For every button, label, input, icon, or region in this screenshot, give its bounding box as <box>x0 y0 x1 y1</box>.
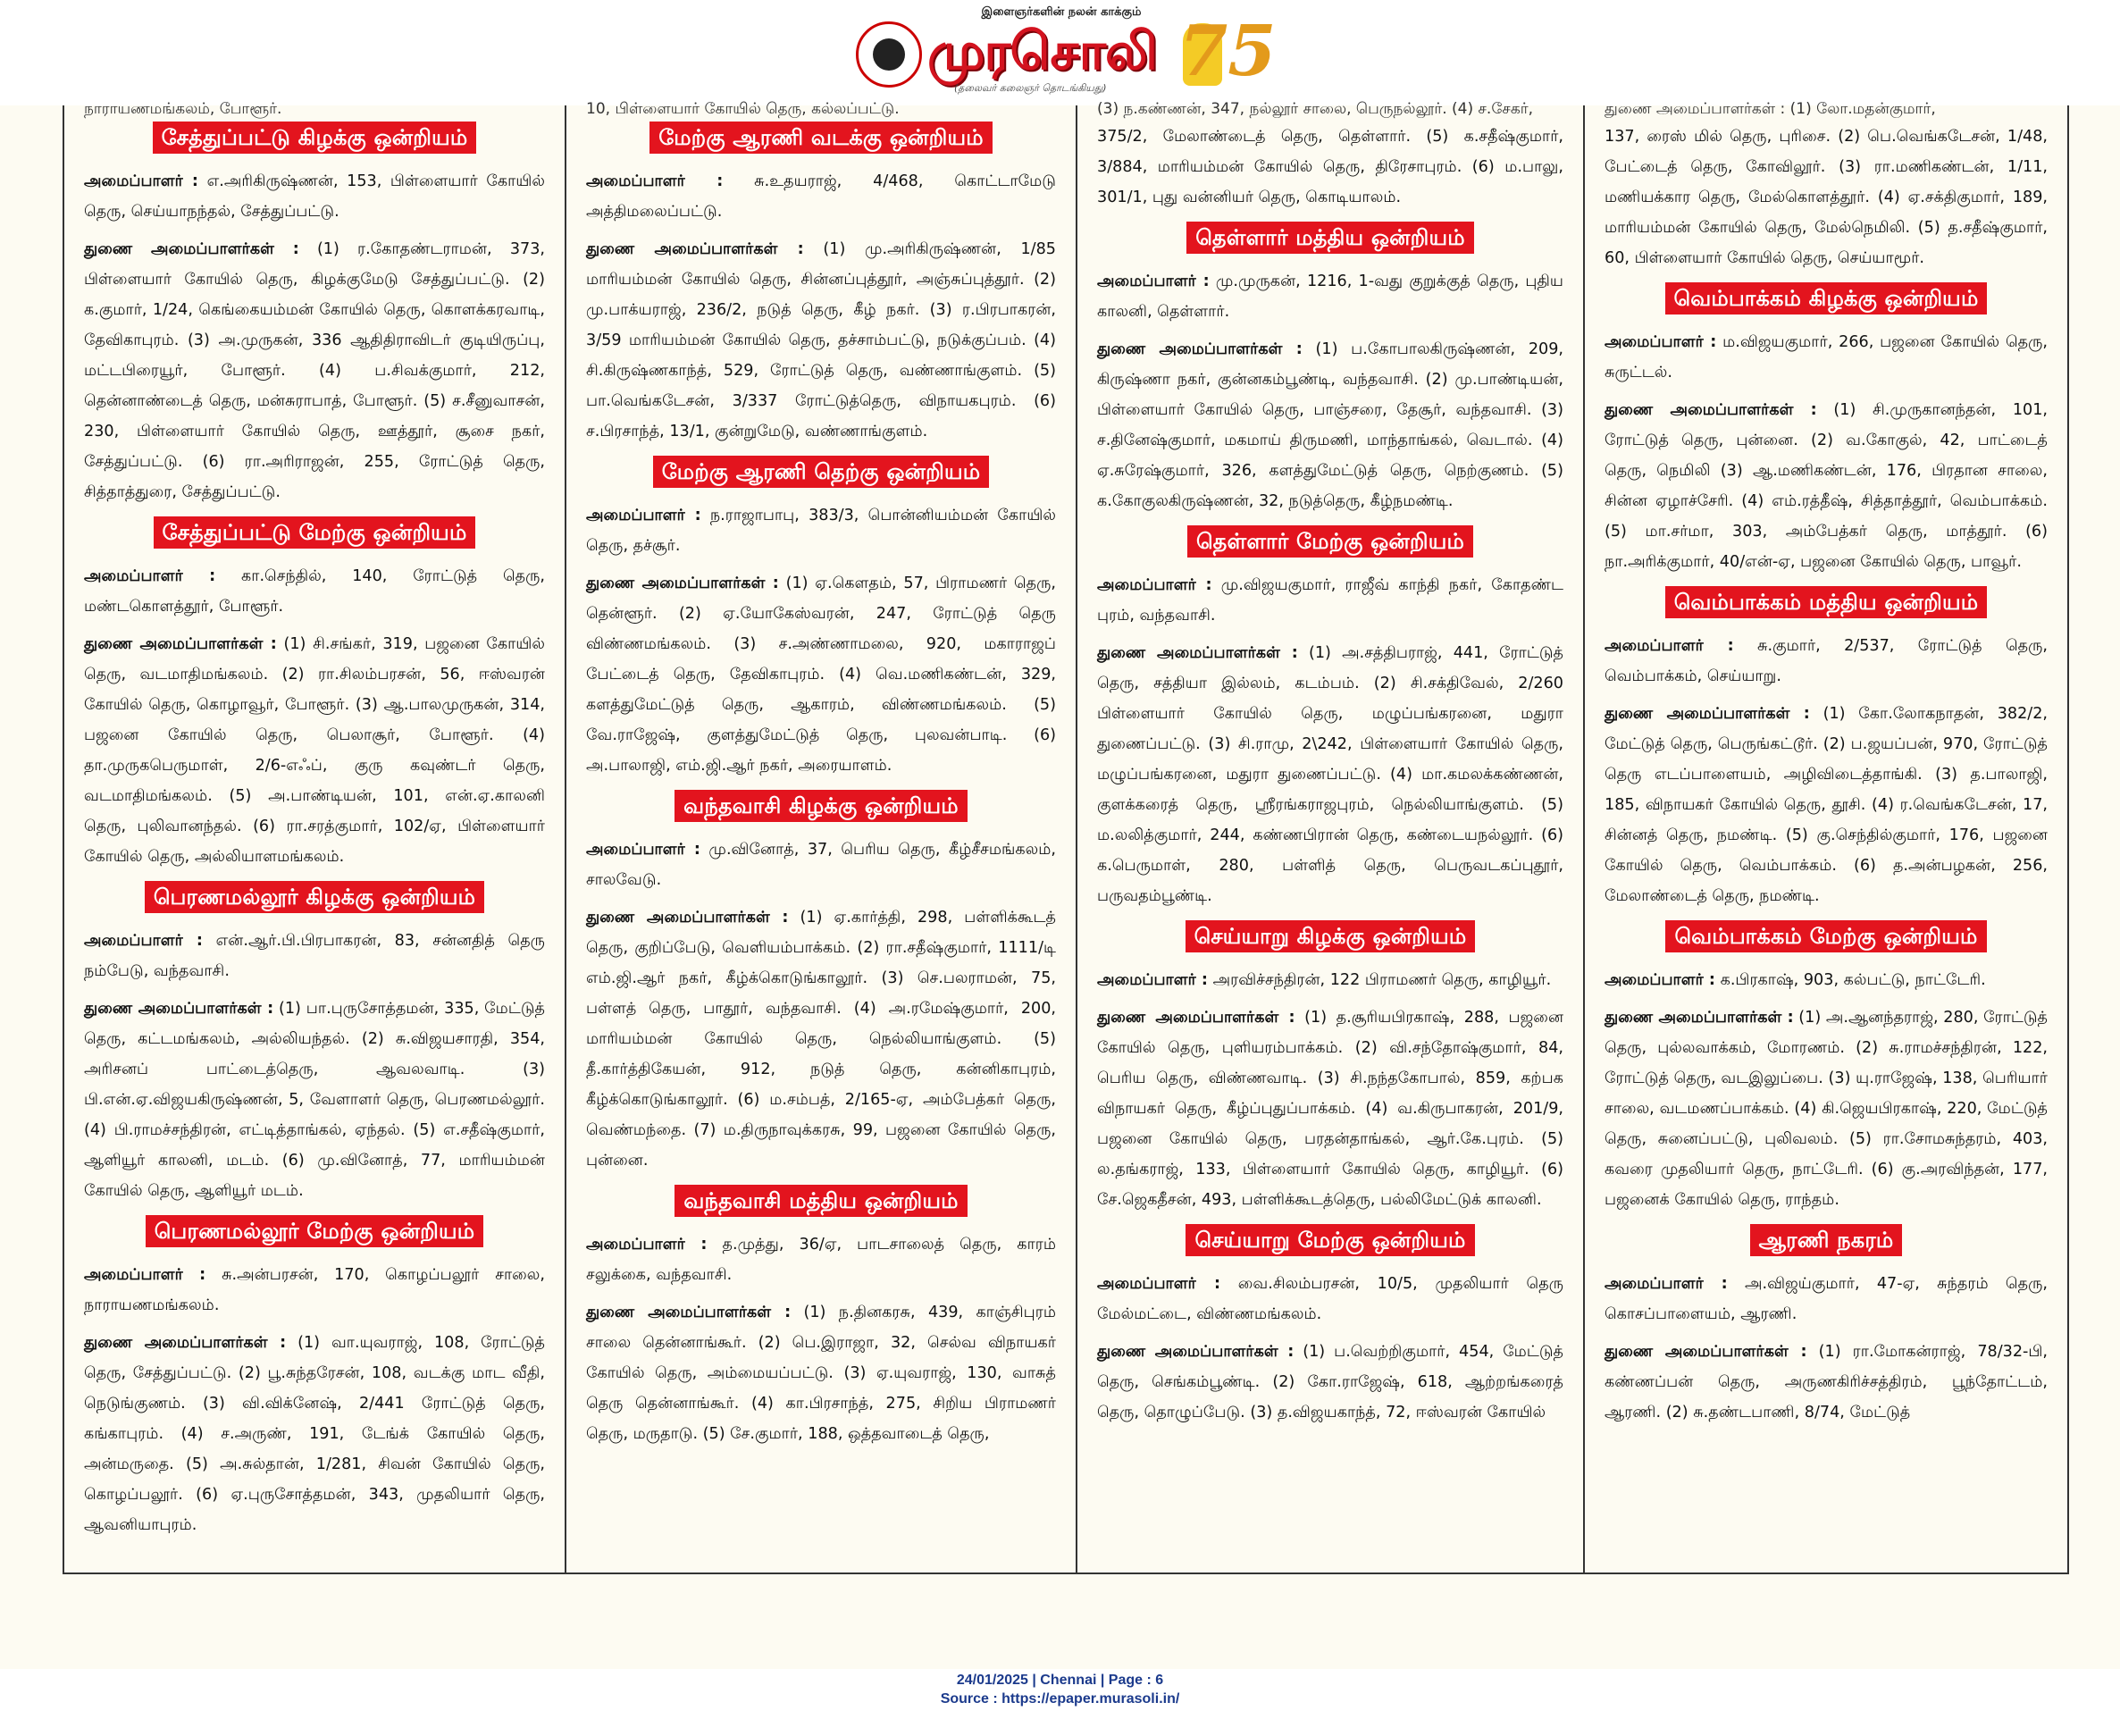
organizer-label: அமைப்பாளர் : <box>1605 637 1734 655</box>
deputies-entry <box>1097 1337 1563 1428</box>
column-top-clipped-text: துணை அமைப்பாளர்கள் : (1) லோ.மதன்குமார், <box>1605 100 1936 118</box>
organizer-text: மு.விஜயகுமார், ராஜீவ் காந்தி நகர், கோதண்ட புரம், வந்தவாசி. <box>1097 576 1564 625</box>
organizer-entry <box>84 561 545 622</box>
deputies-entry <box>1097 334 1563 516</box>
deputies-label: துணை அமைப்பாளர்கள் : <box>1097 1009 1295 1027</box>
organizer-label: அமைப்பாளர் : <box>1097 971 1208 989</box>
deputies-text: (1) மு.அரிகிருஷ்ணன், 1/85 மாரியம்மன் கோயில் தெரு, சின்னப்புத்தூர், அஞ்சுப்புத்தூர். (2) மு.பாக்யராஜ், 236/2, நடுத் தெரு, கீழ் நகர். (3) ர.பிரபாகரன், 3/59 மாரியம்மன் கோயில் தெரு, தச்சாம்பட்டு, நடுக்குப்பம். (4) சி.கிருஷ்ணகாந்த், 529, ரோட்டுத் தெரு, வண்ணாங்குளம். (5) பா.வெங்கடேசன், 3/337 ரோட்டுத்தெரு, விநாயகபுரம். (6) ச.பிரசாந்த், 13/1, குன்றுமேடு, வண்ணாங்குளம். <box>586 240 1056 440</box>
section-heading: பெரணமல்லூர் கிழக்கு ஒன்றியம் <box>145 881 484 913</box>
column-1 <box>64 100 565 1574</box>
organizer-entry <box>1097 1269 1563 1329</box>
deputies-label: துணை அமைப்பாளர்கள் : <box>84 1334 287 1352</box>
organizer-label: அமைப்பாளர் : <box>84 1266 206 1284</box>
column-top-clipped-text: (3) ந.கண்ணன், 347, நல்லூர் சாலை, பெருநல்லூர். (4) ச.சேகர், <box>1097 100 1533 118</box>
deputies-label: துணை அமைப்பாளர்கள் : <box>1097 1343 1295 1361</box>
deputies-label: துணை அமைப்பாளர்கள் : <box>586 240 804 258</box>
organizer-text: சு.உதயராஜ், 4/468, கொட்டாமேடு அத்திமலைப்பட்டு. <box>586 172 1057 221</box>
organizer-text: மு.முருகன், 1216, 1-வது குறுக்குத் தெரு, புதிய காலனி, தெள்ளார். <box>1097 273 1563 321</box>
organizer-entry <box>1605 1269 2048 1329</box>
deputies-text: (1) சி.முருகானந்தன், 101, ரோட்டுத் தெரு, புன்னை. (2) வ.கோகுல், 42, பாட்டைத் தெரு, நெமிலி (3) ஆ.மணிகண்டன், 176, பிரதான சாலை, சின்ன ஏழாச்சேரி. (4) எம்.ரத்தீஷ், சித்தாத்தூர், வெம்பாக்கம். (5) மா.சர்மா, 303, அம்பேத்கர் தெரு, மாத்தூர். (6) நா.அரிக்குமார், 40/என்-ஏ, பஜனை கோயில் தெரு, பாவூர். <box>1605 401 2049 571</box>
deputies-label: துணை அமைப்பாளர்கள் : <box>1605 401 1817 419</box>
organizer-entry <box>1097 965 1563 995</box>
deputies-text: (1) ந.தினகரசு, 439, காஞ்சிபுரம் சாலை தென்னாங்கூர். (2) பெ.இராஜா, 32, செல்வ விநாயகர் கோயில் தெரு, அம்மையப்பட்டு. (3) ஏ.யுவராஜ், 130, வாசுத் தெரு தென்னாங்கூர். (4) கா.பிரசாந்த், 275, சிறிய பிராமணர் தெரு, மருதாடு. (5) சே.குமார், 188, ஒத்தவாடைத் தெரு, <box>586 1304 1056 1443</box>
organizer-entry <box>1097 266 1563 327</box>
section-heading: மேற்கு ஆரணி வடக்கு ஒன்றியம் <box>649 122 993 154</box>
section-heading: தெள்ளார் மத்திய ஒன்றியம் <box>1186 222 1474 254</box>
organizer-label: அமைப்பாளர் : <box>1097 273 1210 290</box>
organizer-label: அமைப்பாளர் : <box>1097 1275 1221 1293</box>
deputies-label: துணை அமைப்பாளர்கள் : <box>1605 1343 1807 1361</box>
section-heading: வந்தவாசி கிழக்கு ஒன்றியம் <box>675 790 968 822</box>
deputies-label: துணை அமைப்பாளர்கள் : <box>84 1000 274 1018</box>
masthead-subtitle: (தலைவர் கலைஞர் தொடங்கியது) <box>954 82 1107 94</box>
deputies-label: துணை அமைப்பாளர்கள் : <box>1605 705 1810 723</box>
footer-source-line: Source : https://epaper.murasoli.in/ <box>940 1691 1180 1707</box>
organizer-entry <box>586 834 1056 895</box>
deputies-text: (1) பா.புருசோத்தமன், 335, மேட்டுத் தெரு, கட்டமங்கலம், அல்லியந்தல். (2) சு.விஜயசாரதி, 354, அரிசனப் பாட்டைத்தெரு, ஆவலவாடி. (3) பி.என்.ஏ.விஜயகிருஷ்ணன், 5, வேளாளர் தெரு, பெரணமல்லூர். (4) பி.ராமச்சந்திரன், எட்டித்தாங்கல், ஏந்தல். (5) எ.சதீஷ்குமார், ஆளியூர் காலனி, மடம். (6) மு.வினோத், 77, மாரியம்மன் கோயில் தெரு, ஆளியூர் மடம். <box>84 1000 546 1200</box>
section-heading: ஆரணி நகரம் <box>1750 1224 1903 1256</box>
deputies-entry <box>1097 638 1563 911</box>
organizer-text: சு.அன்பரசன், 170, கொழப்பலூர் சாலை, நாராயணமங்கலம். <box>84 1266 545 1314</box>
deputies-text: (1) ப.வெற்றிகுமார், 454, மேட்டுத் தெரு, செங்கம்பூண்டி. (2) கோ.ராஜேஷ், 618, ஆற்றங்கரைத் தெரு, தொழுப்பேடு. (3) த.விஜயகாந்த், 72, ஈஸ்வரன் கோயில் <box>1097 1343 1564 1422</box>
deputies-entry <box>586 568 1056 781</box>
footer-date-line: 24/01/2025 | Chennai | Page : 6 <box>956 1673 1164 1688</box>
organizer-text: அ.விஜய்குமார், 47-ஏ, சுந்தரம் தெரு, கொசப்பாளையம், ஆரணி. <box>1605 1275 2048 1323</box>
organizer-entry <box>84 1260 545 1321</box>
section-heading: வெம்பாக்கம் கிழக்கு ஒன்றியம் <box>1665 282 1988 314</box>
masthead-tagline: இளைஞர்களின் நலன் காக்கும் <box>981 5 1142 19</box>
deputies-entry <box>84 629 545 872</box>
organizer-label: அமைப்பாளர் : <box>84 932 203 950</box>
section-heading: பெரணமல்லூர் மேற்கு ஒன்றியம் <box>146 1215 484 1247</box>
deputies-label: துணை அமைப்பாளர்கள் : <box>586 574 779 592</box>
continued-text: 375/2, மேலாண்டைத் தெரு, தெள்ளார். (5) க.சதீஷ்குமார், 3/884, மாரியம்மன் கோயில் தெரு, திரேசாபுரம். (6) ம.பாலு, 301/1, புது வன்னியர் தெரு, கொடியாலம். <box>1097 128 1563 206</box>
deputies-text: (1) சி.சங்கர், 319, பஜனை கோயில் தெரு, வடமாதிமங்கலம். (2) ரா.சிலம்பரசன், 56, ஈஸ்வரன் கோயில் தெரு, கொழாவூர், போளூர். (3) ஆ.பாலமுருகன், 314, பஜனை கோயில் தெரு, பெலாசூர், போளூர். (4) தா.முருகபெருமாள், 2/6-எஃப், குரு கவுண்டர் தெரு, வடமாதிமங்கலம். (5) அ.பாண்டியன், 101, என்.ஏ.காலனி தெரு, புலிவானந்தல். (6) ரா.சரத்குமார், 102/ஏ, பிள்ளையார் கோயில் தெரு, அல்லியாளமங்கலம். <box>84 635 546 866</box>
masthead <box>0 0 2120 105</box>
organizer-label: அமைப்பாளர் : <box>586 841 700 859</box>
organizer-entry <box>1605 327 2048 388</box>
organizer-text: த.முத்து, 36/ஏ, பாடசாலைத் தெரு, காரம் சலுக்கை, வந்தவாசி. <box>586 1236 1057 1284</box>
content-frame <box>63 100 2069 1574</box>
organizer-entry <box>1605 965 2048 995</box>
deputies-entry <box>84 234 545 507</box>
organizer-label: அமைப்பாளர் : <box>586 172 724 190</box>
deputies-text: (1) அ.சத்திபராஜ், 441, ரோட்டுத் தெரு, சத்தியா இல்லம், கடம்பம். (2) சி.சக்திவேல், 2/260 பிள்ளையார் கோயில் தெரு, மழுப்பங்கரனை, மதுரா துணைப்பட்டு. (3) சி.ராமு, 2\242, பிள்ளையார் கோயில் தெரு, மழுப்பங்கரனை, மதுரா துணைப்பட்டு. (4) மா.கமலக்கண்ணன், குளக்கரைத் தெரு, ஸ்ரீரங்கராஜபுரம், நெல்லியாங்குளம். (5) ம.லலித்குமார், 244, கண்ணபிரான் தெரு, கண்டையநல்லூர். (6) க.பெருமாள், 280, பள்ளித் தெரு, பெருவடகப்புதூர், பருவதம்பூண்டி. <box>1097 644 1564 905</box>
organizer-text: ந.ராஜாபாபு, 383/3, பொன்னியம்மன் கோயில் தெரு, தச்சூர். <box>586 507 1057 555</box>
deputies-text: (1) த.சூரியபிரகாஷ், 288, பஜனை கோயில் தெரு, புளியரம்பாக்கம். (2) வி.சந்தோஷ்குமார், 84, பெரிய தெரு, விண்ணவாடி. (3) சி.நந்தகோபால், 859, கற்பக விநாயகர் தெரு, கீழ்ப்புதுப்பாக்கம். (4) வ.கிருபாகரன், 201/9, பஜனை கோயில் தெரு, பரதன்தாங்கல், ஆர்.கே.புரம். (5) ல.தங்கராஜ், 133, பிள்ளையார் கோயில் தெரு, காழியூர். (6) சே.ஜெகதீசன், 493, பள்ளிக்கூடத்தெரு, பல்லிமேட்டுக் காலனி. <box>1097 1009 1564 1209</box>
section-heading: சேத்துப்பட்டு மேற்கு ஒன்றியம் <box>154 516 476 549</box>
organizer-text: ம.விஜயகுமார், 266, பஜனை கோயில் தெரு, சுருட்டல். <box>1605 333 2049 382</box>
deputies-text: (1) வா.யுவராஜ், 108, ரோட்டுத் தெரு, சேத்துப்பட்டு. (2) பூ.சுந்தரேசன், 108, வடக்கு மாட வீதி, நெடுங்குணம். (3) வி.விக்னேஷ், 2/441 ரோட்டுத் தெரு, கங்காபுரம். (4) ச.அருண், 191, டேங்க் கோயில் தெரு, அன்மருதை. (5) அ.சுல்தான், 1/281, சிவன் கோயில் தெரு, கொழப்பலூர். (6) ஏ.புருசோத்தமன், 343, முதலியார் தெரு, ஆவனியாபுரம். <box>84 1334 546 1534</box>
deputies-text: (1) கோ.லோகநாதன், 382/2, மேட்டுத் தெரு, பெருங்கட்டூர். (2) ப.ஜயப்பன், 970, ரோட்டுத் தெரு எடப்பாளையம், அழிவிடைத்தாங்கி. (3) த.பாலாஜி, 185, விநாயகர் கோயில் தெரு, தூசி. (4) ர.வெங்கடேசன், 17, சின்னத் தெரு, நமண்டி. (5) கு.செந்தில்குமார், 176, பஜனை கோயில் தெரு, வெம்பாக்கம். (6) த.அன்பழகன், 256, மேலாண்டைத் தெரு, நமண்டி. <box>1605 705 2049 905</box>
column-top-clipped-text: 10, பிள்ளையார் கோயில் தெரு, கல்லப்பட்டு. <box>586 100 900 118</box>
organizer-entry <box>1097 570 1563 631</box>
section-heading: வந்தவாசி மத்திய ஒன்றியம் <box>675 1185 967 1217</box>
deputies-text: (1) ஏ.கௌதம், 57, பிராமணர் தெரு, தென்ளூர். (2) ஏ.யோகேஸ்வரன், 247, ரோட்டுத் தெரு விண்ணமங்கலம். (3) ச.அண்ணாமலை, 920, மகாராஜப் பேட்டைத் தெரு, தேவிகாபுரம். (4) வெ.மணிகண்டன், 329, களத்துமேட்டுத் தெரு, ஆகாரம், விண்ணமங்கலம். (5) வே.ராஜேஷ், குளத்துமேட்டுத் தெரு, புலவன்பாடி. (6) அ.பாலாஜி, எம்.ஜி.ஆர் நகர், அரையாளம். <box>586 574 1057 775</box>
deputies-entry <box>84 994 545 1206</box>
deputies-label: துணை அமைப்பாளர்கள் : <box>1097 644 1298 662</box>
organizer-label: அமைப்பாளர் : <box>586 1236 708 1254</box>
organizer-text: எ.அரிகிருஷ்ணன், 153, பிள்ளையார் கோயில் தெரு, செய்யாநந்தல், சேத்துப்பட்டு. <box>84 172 545 221</box>
page-footer <box>0 1669 2120 1736</box>
organizer-entry <box>84 166 545 227</box>
deputies-label: துணை அமைப்பாளர்கள் : <box>586 1304 792 1321</box>
organizer-label: அமைப்பாளர் : <box>586 507 701 524</box>
organizer-entry <box>586 500 1056 561</box>
continued-text: 137, ரைஸ் மில் தெரு, புரிசை. (2) பெ.வெங்கடேசன், 1/48, பேட்டைத் தெரு, கோவிலூர். (3) ரா.மணிகண்டன், 1/11, மணியக்கார தெரு, மேல்கொளத்தூர். (4) ஏ.சக்திகுமார், 189, மாரியம்மன் கோயில் தெரு, மேல்நெமிலி. (5) த.சதீஷ்குமார், 60, பிள்ளையார் கோயில் தெரு, செய்யாமூர். <box>1605 128 2048 267</box>
section-heading: மேற்கு ஆரணி தெற்கு ஒன்றியம் <box>653 456 990 488</box>
deputies-label: துணை அமைப்பாளர்கள் : <box>586 909 789 927</box>
deputies-text: (1) அ.ஆனந்தராஜ், 280, ரோட்டுத் தெரு, புல்லவாக்கம், மோரணம். (2) சு.ராமச்சந்திரன், 122, ரோட்டுத் தெரு, வடஇலுப்பை. (3) யு.ராஜேஷ், 138, பெரியார் சாலை, வடமணப்பாக்கம். (4) கி.ஜெயபிரகாஷ், 220, மேட்டுத் தெரு, சுனைப்பட்டு, புலிவலம். (5) ரா.சோமசுந்தரம், 403, கவரை முதலியார் தெரு, நாட்டேரி. (6) கு.அரவிந்தன், 177, பஜனைக் கோயில் தெரு, ராந்தம். <box>1605 1009 2049 1209</box>
masthead-logo <box>856 5 1277 102</box>
organizer-label: அமைப்பாளர் : <box>1605 971 1715 989</box>
section-heading: செய்யாறு மேற்கு ஒன்றியம் <box>1186 1224 1474 1256</box>
deputies-entry <box>1605 1337 2048 1428</box>
organizer-text: என்.ஆர்.பி.பிரபாகரன், 83, சன்னதித் தெரு நம்பேடு, வந்தவாசி. <box>84 932 545 980</box>
organizer-label: அமைப்பாளர் : <box>1605 333 1717 351</box>
organizer-label: அமைப்பாளர் : <box>1097 576 1212 594</box>
section-heading: செய்யாறு கிழக்கு ஒன்றியம் <box>1186 920 1476 952</box>
organizer-text: வை.சிலம்பரசன், 10/5, முதலியார் தெரு மேல்மட்டை, விண்ணமங்கலம். <box>1097 1275 1564 1323</box>
column-2 <box>565 100 1076 1574</box>
organizer-entry <box>1605 631 2048 692</box>
deputies-label: துணை அமைப்பாளர்கள் : <box>1605 1009 1794 1027</box>
deputies-entry <box>586 902 1056 1176</box>
deputies-entry <box>1605 699 2048 911</box>
deputies-entry <box>586 1297 1056 1449</box>
deputies-entry <box>1605 395 2048 577</box>
organizer-text: அரவிச்சந்திரன், 122 பிராமணர் தெரு, காழியூர். <box>1212 971 1552 989</box>
organizer-text: சு.குமார், 2/537, ரோட்டுத் தெரு, வெம்பாக்கம், செய்யாறு. <box>1605 637 2049 685</box>
column-4 <box>1583 100 2067 1574</box>
anniversary-mark: 75 <box>1179 11 1277 92</box>
organizer-label: அமைப்பாளர் : <box>84 567 216 585</box>
section-heading: சேத்துப்பட்டு கிழக்கு ஒன்றியம் <box>153 122 477 154</box>
deputies-label: துணை அமைப்பாளர்கள் : <box>1097 340 1303 358</box>
deputies-text: (1) ப.கோபாலகிருஷ்ணன், 209, கிருஷ்ணா நகர், குன்னகம்பூண்டி, வந்தவாசி. (2) மு.பாண்டியன், பிள்ளையார் கோயில் தெரு, பாஞ்சரை, தேசூர், வந்தவாசி. (3) ச.தினேஷ்குமார், மகமாய் திருமணி, மாந்தாங்கல், வெடால். (4) ஏ.சுரேஷ்குமார், 326, களத்துமேட்டுத் தெரு, நெற்குணம். (5) க.கோகுலகிருஷ்ணன், 32, நடுத்தெரு, கீழ்நமண்டி. <box>1097 340 1564 510</box>
organizer-entry <box>586 166 1056 227</box>
deputies-entry <box>586 234 1056 447</box>
section-heading: தெள்ளார் மேற்கு ஒன்றியம் <box>1187 525 1473 558</box>
deputies-entry <box>1605 1002 2048 1215</box>
deputies-text: (1) ர.கோதண்டராமன், 373, பிள்ளையார் கோயில் தெரு, கிழக்குமேடு சேத்துப்பட்டு. (2) க.குமார், 1/24, கெங்கையம்மன் கோயில் தெரு, கொளக்கரவாடி, தேவிகாபுரம். (3) அ.முருகன், 336 ஆதிதிராவிடர் குடியிருப்பு, மட்டபிரையூர், போளூர். (4) ப.சிவக்குமார், 212, தென்னாண்டைத் தெரு, மன்சுராபாத், போளூர். (5) ச.சீனுவாசன், 230, பிள்ளையார் கோயில் தெரு, ஊத்தூர், சூசை நகர், சேத்துப்பட்டு. (6) ரா.அரிராஜன், 255, ரோட்டுத் தெரு, சித்தாத்துரை, சேத்துப்பட்டு. <box>84 240 545 501</box>
deputies-text: (1) ஏ.கார்த்தி, 298, பள்ளிக்கூடத் தெரு, குறிப்பேடு, வெளியம்பாக்கம். (2) ரா.சதீஷ்குமார், 1111/டி எம்.ஜி.ஆர் நகர், கீழ்க்கொடுங்காலூர். (3) செ.பலராமன், 75, பள்ளத் தெரு, பாதூர், வந்தவாசி. (4) அ.ரமேஷ்குமார், 200, மாரியம்மன் கோயில் தெரு, நெல்லியாங்குளம். (5) தீ.கார்த்திகேயன், 912, நடுத் தெரு, கன்னிகாபுரம், கீழ்க்கொடுங்காலூர். (6) ம.சம்பத், 2/165-ஏ, அம்பேத்கர் தெரு, வெண்மந்தை. (7) ம.திருநாவுக்கரசு, 99, பஜனை கோயில் தெரு, புன்னை. <box>586 909 1057 1170</box>
organizer-entry <box>586 1229 1056 1290</box>
newspaper-page <box>0 100 2120 1669</box>
deputies-entry <box>1097 1002 1563 1215</box>
masthead-title: முரசொலி <box>927 21 1157 81</box>
column-top-clipped-text: நாராயணமங்கலம், போளூர். <box>84 100 282 118</box>
deputies-label: துணை அமைப்பாளர்கள் : <box>84 240 299 258</box>
organizer-label: அமைப்பாளர் : <box>1605 1275 1728 1293</box>
organizer-entry <box>84 926 545 986</box>
party-seal-icon <box>856 21 922 88</box>
column-3 <box>1076 100 1583 1574</box>
organizer-text: க.பிரகாஷ், 903, கல்பட்டு, நாட்டேரி. <box>1720 971 1986 989</box>
organizer-label: அமைப்பாளர் : <box>84 172 198 190</box>
organizer-text: கா.செந்தில், 140, ரோட்டுத் தெரு, மண்டகொளத்தூர், போளூர். <box>84 567 545 616</box>
deputies-label: துணை அமைப்பாளர்கள் : <box>84 635 277 653</box>
organizer-text: மு.வினோத், 37, பெரிய தெரு, கீழ்சீசமங்கலம், சாலவேடு. <box>586 841 1057 889</box>
deputies-text: (1) ரா.மோகன்ராஜ், 78/32-பி, கண்ணப்பன் தெரு, அருணகிரிச்சத்திரம், பூந்தோட்டம், ஆரணி. (2) சு.தண்டபாணி, 8/74, மேட்டுத் <box>1605 1343 2049 1422</box>
section-heading: வெம்பாக்கம் மேற்கு ஒன்றியம் <box>1665 920 1986 952</box>
section-heading: வெம்பாக்கம் மத்திய ஒன்றியம் <box>1665 586 1988 618</box>
deputies-entry <box>84 1328 545 1540</box>
